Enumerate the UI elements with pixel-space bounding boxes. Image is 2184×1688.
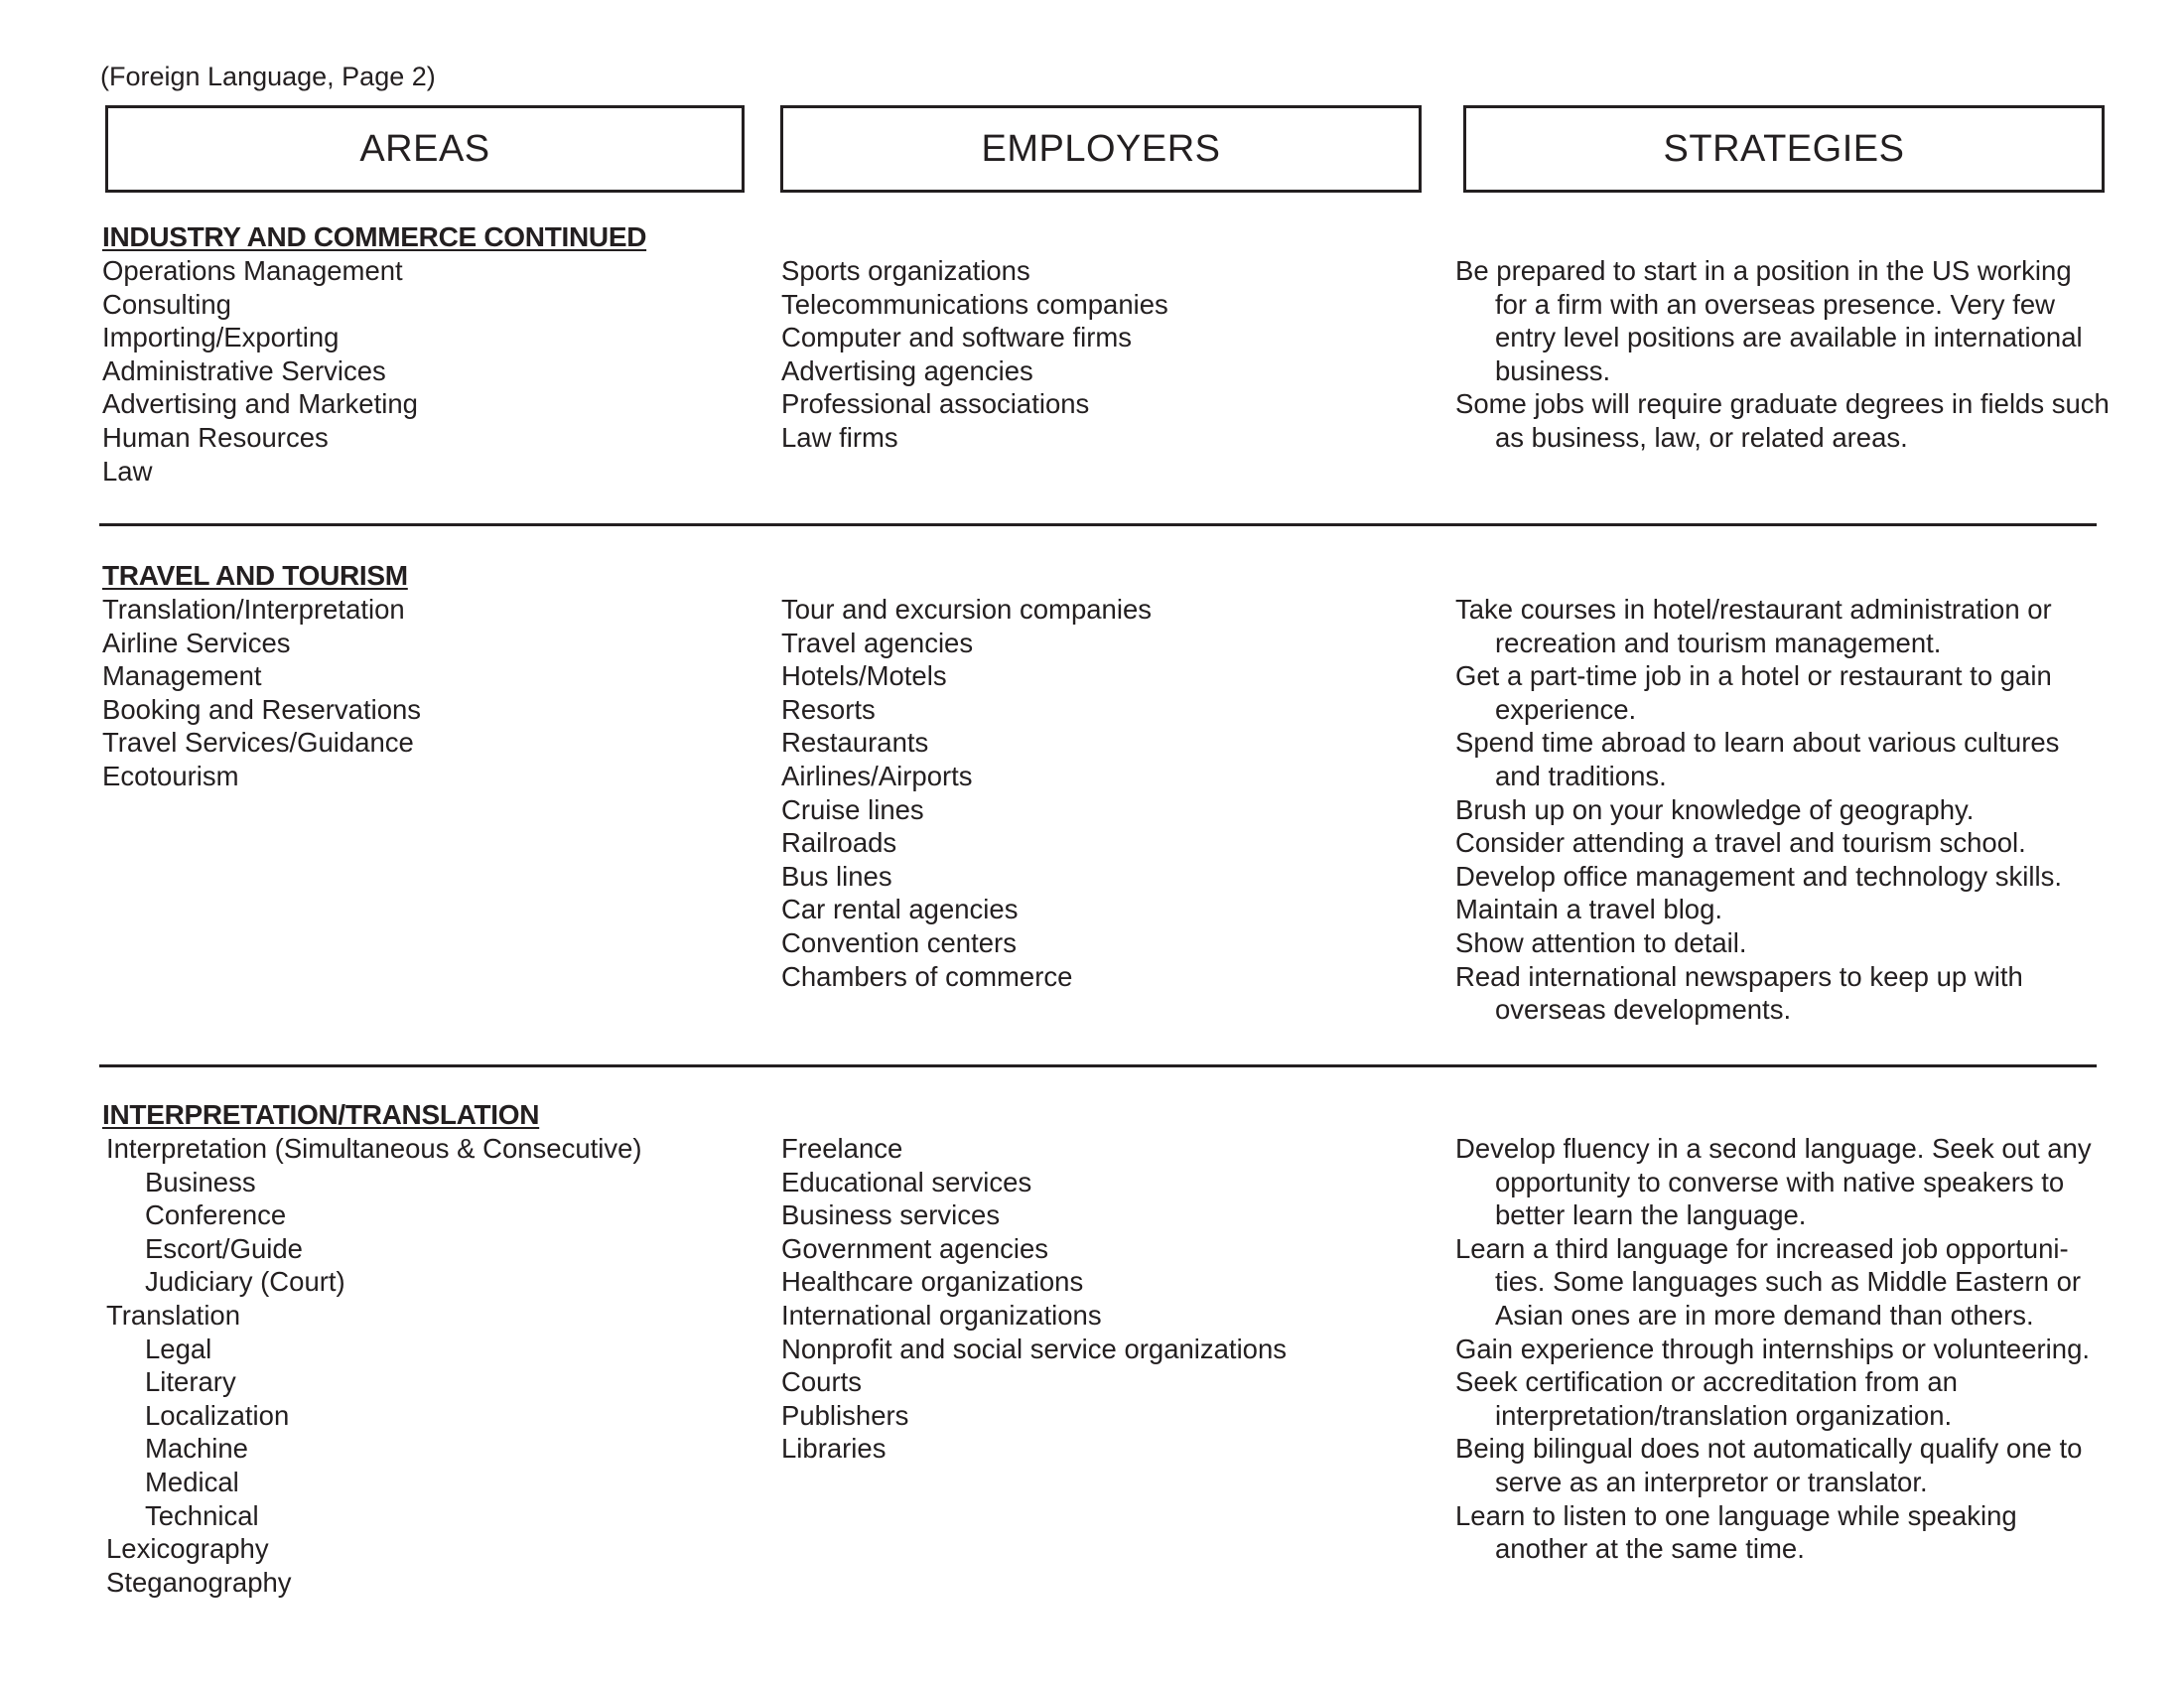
areas-list <box>102 593 738 793</box>
area-subitem: Machine <box>145 1433 248 1465</box>
page-header: (Foreign Language, Page 2) <box>100 62 436 91</box>
employer-item: Chambers of commerce <box>781 960 1073 992</box>
strategy-item: Being bilingual does not automatically qualify one to serve as an interpretor or translator. <box>1455 1433 2083 1497</box>
area-item: Human Resources <box>102 421 329 453</box>
area-subitem: Legal <box>145 1333 212 1364</box>
strategy-item: Some jobs will require graduate degrees in fields such as business, law, or related areas. <box>1455 388 2110 453</box>
area-item: Importing/Exporting <box>102 322 340 353</box>
strategies-column-header <box>1463 105 2105 193</box>
employer-item: Restaurants <box>781 727 929 759</box>
area-item: Airline Services <box>102 627 291 658</box>
strategy-item: Be prepared to start in a position in the US working for a firm with an overseas presence. Very few entry level positions are available in international business. <box>1455 255 2083 386</box>
employer-item: Computer and software firms <box>781 322 1133 353</box>
section-title: INDUSTRY AND COMMERCE CONTINUED <box>102 221 647 252</box>
section-divider <box>99 1064 2097 1067</box>
employer-item: Business services <box>781 1199 1001 1231</box>
area-item: Ecotourism <box>102 760 239 791</box>
area-subitem: Localization <box>145 1399 290 1431</box>
employer-item: Travel agencies <box>781 627 974 658</box>
strategy-item: Gain experience through internships or volunteering. <box>1455 1333 2090 1364</box>
area-item: Law <box>102 455 153 487</box>
area-item: Management <box>102 660 262 692</box>
area-item: Booking and Reservations <box>102 693 422 725</box>
strategy-item: Maintain a travel blog. <box>1455 894 1723 925</box>
employer-item: Airlines/Airports <box>781 760 973 791</box>
strategy-item: Spend time abroad to learn about various cultures and traditions. <box>1455 727 2060 791</box>
employers-list <box>781 1132 1436 1466</box>
area-subitem: Escort/Guide <box>145 1232 303 1264</box>
areas-list <box>102 1132 738 1599</box>
strategy-item: Learn a third language for increased job opportuni-ties. Some languages such as Middle Eastern or Asian ones are in more demand than others. <box>1455 1232 2082 1331</box>
employer-item: Nonprofit and social service organizations <box>781 1333 1288 1364</box>
strategy-item: Learn to listen to one language while speaking another at the same time. <box>1455 1499 2017 1565</box>
area-subitem: Literary <box>145 1366 236 1398</box>
employer-item: Healthcare organizations <box>781 1266 1084 1298</box>
areas-column-header <box>105 105 745 193</box>
strategy-item: Consider attending a travel and tourism school. <box>1455 827 2026 859</box>
strategy-item: Show attention to detail. <box>1455 926 1747 958</box>
employer-item: Sports organizations <box>781 255 1030 286</box>
strategy-item: Brush up on your knowledge of geography. <box>1455 793 1975 825</box>
employers-column-header <box>780 105 1422 193</box>
strategy-item: Read international newspapers to keep up with overseas developments. <box>1455 960 2023 1026</box>
employer-item: Law firms <box>781 421 898 453</box>
strategy-item: Get a part-time job in a hotel or restaurant to gain experience. <box>1455 660 2052 725</box>
area-item: Travel Services/Guidance <box>102 727 414 759</box>
area-item: Advertising and Marketing <box>102 388 418 420</box>
employer-item: Resorts <box>781 693 876 725</box>
employer-item: Publishers <box>781 1399 909 1431</box>
area-item: Lexicography <box>106 1533 269 1565</box>
areas-list <box>102 254 738 488</box>
employer-item: Convention centers <box>781 926 1017 958</box>
employer-item: Railroads <box>781 827 897 859</box>
employer-item: Bus lines <box>781 860 892 892</box>
strategies-list <box>1455 1132 2111 1566</box>
employers-list <box>781 593 1436 993</box>
employer-item: Libraries <box>781 1433 887 1465</box>
employers-header-label: EMPLOYERS <box>981 127 1221 170</box>
area-item: Interpretation (Simultaneous & Consecutive) <box>106 1133 642 1164</box>
area-item: Steganography <box>106 1566 292 1598</box>
area-item: Translation/Interpretation <box>102 594 405 625</box>
strategy-item: Develop office management and technology skills. <box>1455 860 2062 892</box>
employer-item: Car rental agencies <box>781 894 1019 925</box>
strategy-item: Take courses in hotel/restaurant administration or recreation and tourism management. <box>1455 594 2052 658</box>
area-subitem: Conference <box>145 1199 287 1231</box>
employer-item: International organizations <box>781 1299 1102 1331</box>
area-subitem: Technical <box>145 1499 259 1531</box>
employer-item: Educational services <box>781 1166 1032 1197</box>
employer-item: Tour and excursion companies <box>781 594 1152 625</box>
areas-header-label: AREAS <box>359 127 490 170</box>
employers-list <box>781 254 1436 455</box>
area-item: Operations Management <box>102 255 403 286</box>
strategies-list <box>1455 593 2111 1027</box>
employer-item: Advertising agencies <box>781 354 1033 386</box>
employer-item: Hotels/Motels <box>781 660 947 692</box>
strategies-list <box>1455 254 2111 455</box>
employer-item: Cruise lines <box>781 793 924 825</box>
area-subitem: Judiciary (Court) <box>145 1266 345 1298</box>
employer-item: Professional associations <box>781 388 1090 420</box>
area-item: Consulting <box>102 288 231 320</box>
employer-item: Government agencies <box>781 1232 1049 1264</box>
area-subitem: Medical <box>145 1466 239 1497</box>
section-title: TRAVEL AND TOURISM <box>102 560 408 591</box>
section-divider <box>99 523 2097 526</box>
area-item: Translation <box>106 1299 241 1331</box>
employer-item: Freelance <box>781 1133 903 1164</box>
strategy-item: Develop fluency in a second language. Seek out any opportunity to converse with native speakers to better learn the language. <box>1455 1133 2092 1231</box>
employer-item: Courts <box>781 1366 862 1398</box>
strategy-item: Seek certification or accreditation from an interpretation/translation organization. <box>1455 1366 1958 1431</box>
strategies-header-label: STRATEGIES <box>1663 127 1905 170</box>
section-title: INTERPRETATION/TRANSLATION <box>102 1099 540 1130</box>
employer-item: Telecommunications companies <box>781 288 1168 320</box>
area-subitem: Business <box>145 1166 256 1197</box>
area-item: Administrative Services <box>102 354 386 386</box>
